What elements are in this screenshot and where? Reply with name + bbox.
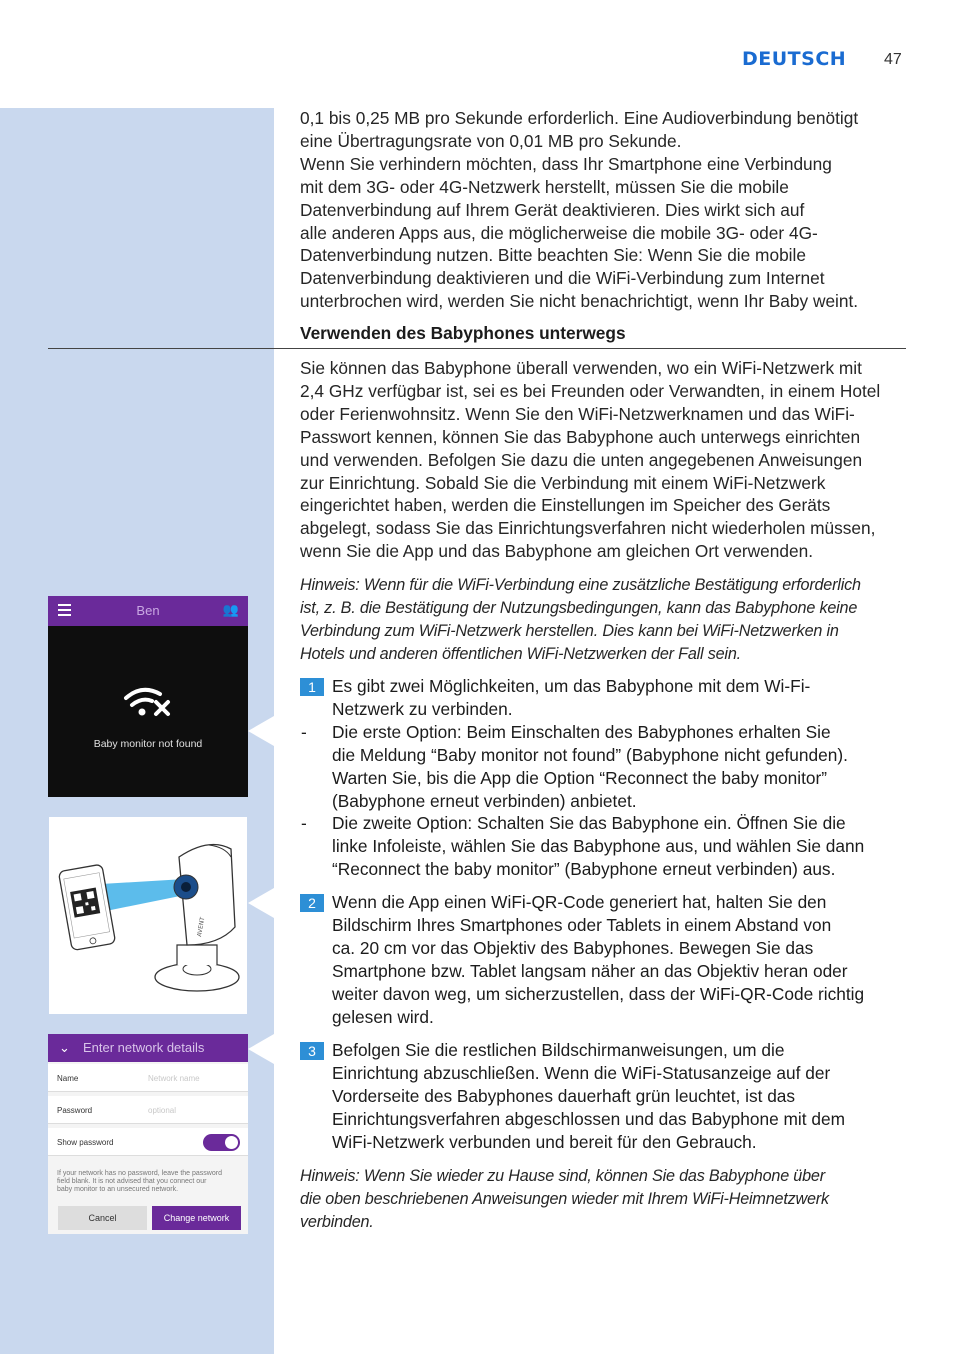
text-line: abgelegt, sodass Sie das Einrichtungsverfahren nicht wiederholen müssen,: [300, 518, 876, 539]
step-text: [332, 891, 910, 1028]
step-text: [332, 675, 910, 721]
chevron-down-icon[interactable]: ⌄: [59, 1040, 70, 1055]
text-line: Datenverbindung auf Ihrem Gerät deaktivieren. Dies wirkt sich auf: [300, 199, 805, 220]
text-line: “Reconnect the baby monitor” (Babyphone erneut verbinden) aus.: [332, 859, 836, 880]
scan-beam: [101, 879, 185, 912]
text-line: Befolgen Sie die restlichen Bildschirmanweisungen, um die: [332, 1040, 785, 1060]
app-title: Ben: [136, 603, 160, 618]
text-line: Einrichtungsverfahren abgeschlossen und das Babyphone mit dem: [332, 1108, 845, 1129]
app-header: [48, 596, 248, 626]
text-line: Netzwerk zu verbinden.: [332, 698, 513, 719]
bullet-dash: -: [301, 721, 307, 742]
network-name-input[interactable]: Network name: [148, 1074, 200, 1083]
password-info-text: [57, 1170, 241, 1194]
text-line: oder Ferienwohnsitz. Wenn Sie den WiFi-Netzwerknamen und das WiFi-: [300, 403, 855, 424]
callout-pointer: [248, 1034, 274, 1064]
camera-qr-drawing: [49, 817, 247, 1014]
text-line: field blank. It is not advised that you connect our: [57, 1178, 207, 1185]
text-line: und verwenden. Befolgen Sie dazu die unten angegebenen Anweisungen: [300, 449, 863, 470]
section-heading: Verwenden des Babyphones unterwegs: [300, 323, 626, 343]
text-line: Bildschirm Ihres Smartphones oder Tablets in einem Abstand von: [332, 914, 832, 935]
app-screenshot-network-details: [48, 1034, 248, 1234]
change-network-button[interactable]: Change network: [152, 1206, 241, 1230]
text-line: baby monitor to an unsecured network.: [57, 1186, 179, 1193]
text-line: Einrichtung abzuschließen. Wenn die WiFi-Statusanzeige auf der: [332, 1062, 831, 1083]
cancel-button[interactable]: Cancel: [58, 1206, 147, 1230]
password-field-row[interactable]: [48, 1096, 248, 1124]
text-line: die Meldung “Baby monitor not found” (Babyphone nicht gefunden).: [332, 744, 848, 765]
camera-qr-illustration: [48, 816, 248, 1015]
password-input[interactable]: optional: [148, 1106, 177, 1115]
text-line: Vorderseite des Babyphones dauerhaft grün leuchtet, ist das: [332, 1085, 796, 1106]
section-divider: [48, 348, 906, 349]
text-line: unterbrochen wird, werden Sie nicht benachrichtigt, wenn Ihr Baby weint.: [300, 291, 859, 312]
step-2: [300, 891, 910, 1028]
text-line: Datenverbindung nutzen. Bitte beachten Sie: Wenn Sie die mobile: [300, 245, 806, 266]
show-password-toggle[interactable]: [203, 1134, 240, 1151]
text-line: zur Einrichtung. Sobald Sie die Verbindung mit einem WiFi-Netzwerk: [300, 472, 826, 493]
wifi-off-icon: [122, 686, 172, 720]
text-line: wenn Sie die App und das Babyphone am gleichen Ort verwenden.: [300, 541, 814, 562]
text-line: die oben beschriebenen Anweisungen wieder mit Ihrem WiFi-Heimnetzwerk: [300, 1189, 829, 1208]
section-paragraph: [300, 357, 910, 563]
text-line: ca. 20 cm vor das Objektiv des Babyphones. Bewegen Sie das: [332, 937, 814, 958]
text-line: Hinweis: Wenn für die WiFi-Verbindung eine zusätzliche Bestätigung erforderlich: [300, 576, 861, 594]
callout-pointer: [248, 888, 274, 918]
text-line: (Babyphone erneut verbinden) anbietet.: [332, 790, 637, 811]
step-number-badge: 2: [300, 894, 324, 912]
language-label: DEUTSCH: [742, 48, 847, 70]
app-header: [48, 1034, 248, 1062]
bullet-dash: -: [301, 813, 307, 834]
page-number: 47: [884, 51, 902, 68]
text-line: Sie können das Babyphone überall verwenden, wo ein WiFi-Netzwerk mit: [300, 358, 862, 378]
text-line: Wenn die App einen WiFi-QR-Code generiert hat, halten Sie den: [332, 892, 827, 912]
text-line: Hinweis: Wenn Sie wieder zu Hause sind, können Sie das Babyphone über: [300, 1167, 825, 1185]
text-line: Warten Sie, bis die App die Option “Reconnect the baby monitor”: [332, 767, 828, 788]
text-line: Datenverbindung deaktivieren und die WiFi-Verbindung zum Internet: [300, 268, 825, 289]
bullet-item: [300, 812, 910, 881]
text-line: Wenn Sie verhindern möchten, dass Ihr Smartphone eine Verbindung: [300, 153, 832, 174]
bullet-item: [300, 721, 910, 813]
text-line: 2,4 GHz verfügbar ist, sei es bei Freunden oder Verwandten, in einem Hotel: [300, 380, 881, 401]
callout-pointer: [248, 716, 274, 746]
text-line: linke Infoleiste, wählen Sie das Babyphone aus, und wählen Sie dann: [332, 836, 865, 857]
text-line: verbinden.: [300, 1212, 374, 1231]
users-icon: 👥: [222, 602, 239, 617]
note-public-wifi: [300, 574, 910, 666]
app-title: Enter network details: [83, 1040, 205, 1055]
name-field-row[interactable]: [48, 1064, 248, 1092]
show-password-label: Show password: [57, 1138, 114, 1147]
status-message: Baby monitor not found: [93, 738, 203, 750]
text-line: Verbindung zum WiFi-Netzwerk herstellen. Dies kann bei WiFi-Netzwerken in: [300, 621, 839, 640]
step-3: [300, 1039, 910, 1154]
name-label: Name: [57, 1074, 79, 1083]
text-line: 0,1 bis 0,25 MB pro Sekunde erforderlich. Eine Audioverbindung benötigt: [300, 108, 859, 128]
smartphone-icon: [58, 864, 115, 950]
text-line: eine Übertragungsrate von 0,01 MB pro Sekunde.: [300, 130, 682, 151]
note-home-network: [300, 1165, 910, 1234]
text-line: Smartphone bzw. Tablet langsam näher an das Objektiv heran oder: [332, 960, 848, 981]
text-line: If your network has no password, leave the password: [57, 1170, 222, 1177]
text-line: Die erste Option: Beim Einschalten des Babyphones erhalten Sie: [332, 721, 831, 742]
text-line: Es gibt zwei Möglichkeiten, um das Babyphone mit dem Wi-Fi-: [332, 676, 811, 696]
text-line: alle anderen Apps aus, die möglicherweise die mobile 3G- oder 4G-: [300, 222, 818, 243]
step-1: [300, 675, 910, 881]
baby-camera-icon: [155, 845, 239, 992]
text-line: mit dem 3G- oder 4G-Netzwerk herstellt, müssen Sie die mobile: [300, 176, 789, 197]
text-line: WiFi-Netzwerk verbunden und bereit für den Gebrauch.: [332, 1131, 757, 1152]
password-label: Password: [57, 1106, 93, 1115]
text-line: weiter davon weg, um sicherzustellen, dass der WiFi-QR-Code richtig: [332, 983, 865, 1004]
intro-paragraph: [300, 107, 910, 313]
text-line: eingerichtet haben, werden die Einstellungen im Speicher des Geräts: [300, 495, 831, 516]
text-line: gelesen wird.: [332, 1006, 434, 1027]
brand-mark: AVENT: [196, 916, 207, 938]
text-line: Die zweite Option: Schalten Sie das Babyphone ein. Öffnen Sie die: [332, 813, 846, 834]
text-line: Hotels und anderen öffentlichen WiFi-Netzwerken der Fall sein.: [300, 644, 741, 663]
text-line: ist, z. B. die Bestätigung der Nutzungsbedingungen, kann das Babyphone keine: [300, 598, 858, 617]
app-screenshot-not-found: [48, 596, 248, 797]
text-line: Passwort kennen, können Sie das Babyphone auch unterwegs einrichten: [300, 426, 861, 447]
step-text: [332, 1039, 910, 1154]
show-password-row: [48, 1128, 248, 1156]
step-number-badge: 1: [300, 678, 324, 696]
step-number-badge: 3: [300, 1042, 324, 1060]
